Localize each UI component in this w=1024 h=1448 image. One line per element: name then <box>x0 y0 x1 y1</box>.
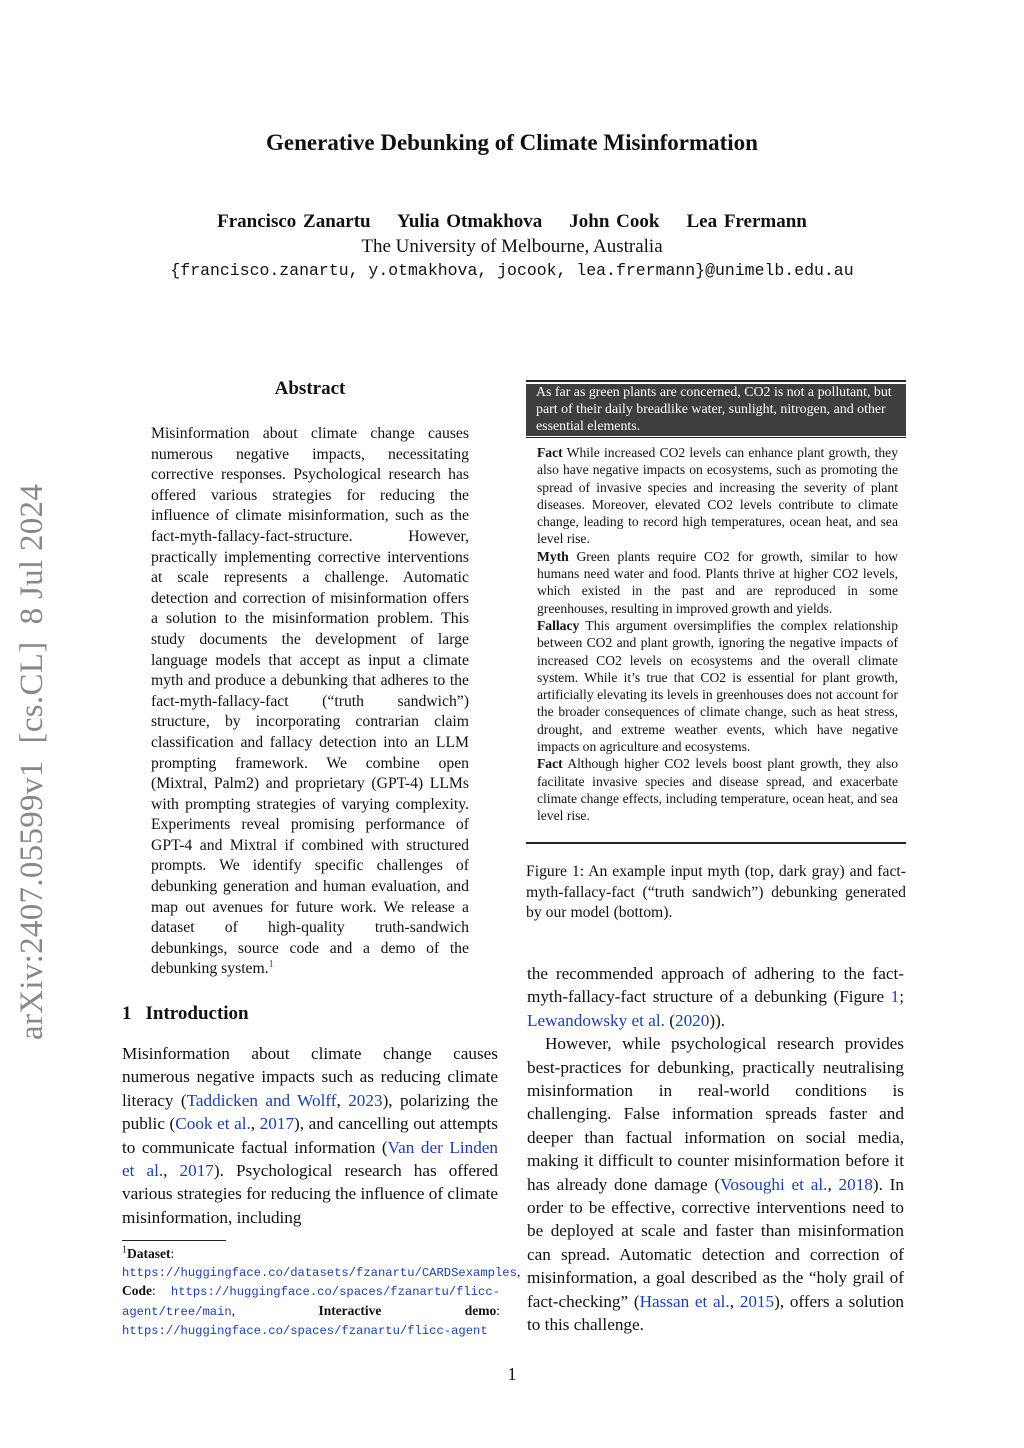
demo-url-link[interactable]: https://huggingface.co/spaces/fzanartu/flicc-agent <box>122 1324 488 1338</box>
debunk-myth: Myth Green plants require CO2 for growth, similar to how humans need water and food. Plants thrive at higher CO2 levels, which existed in the past and are reproduced in some greenhouses, resulting in improved growth and yields. <box>537 548 898 616</box>
code-url-link[interactable]: https://huggingface.co/spaces/fzanartu/flicc-agent/tree/main <box>122 1285 500 1319</box>
citation-year-link[interactable]: 2018 <box>838 1174 873 1194</box>
debunk-fallacy: Fallacy This argument oversimplifies the complex relationship between CO2 and plant growth, ignoring the negative impacts of increased CO2 levels on ecosystems and the overall climate system. While it’s true that CO2 is essential for plant growth, artificially elevating its levels in greenhouses does not account for the broader consequences of climate change, such as heat stress, drought, and extreme weather events, which have negative impacts on agriculture and ecosystems. <box>537 617 898 755</box>
footnote-rule <box>122 1240 226 1241</box>
author-list: Francisco Zanartu Yulia Otmakhova John Cook Lea Frermann <box>217 211 807 232</box>
footnote: $^1$Dataset: https://huggingface.co/datasets/fzanartu/CARDSexamples, Code: https://huggingface.co/spaces/fzanartu/flicc-agent/tree/main, Interactive demo: https://huggingface.co/spaces/fzanartu/flicc-agent <box>122 1244 521 1338</box>
citation-link[interactable]: Van der Linden et al. <box>122 1137 499 1181</box>
citation-link[interactable]: Cook et al. <box>175 1114 251 1134</box>
section-title: Introduction <box>145 1003 249 1024</box>
footnote-ref[interactable]: 1 <box>268 959 274 971</box>
dataset-url-link[interactable]: https://huggingface.co/datasets/fzanartu/CARDSexamples <box>122 1265 517 1280</box>
abstract-text: Misinformation about climate change causes numerous negative impacts, necessitating corrective responses. Psychological research has offered various strategies for reducing the influence of climate misinformation, such as the fact-myth-fallacy-fact-structure. However, practically implementing corrective interventions at scale represents a challenge. Automatic detection and correction of misinformation offers a solution to the misinformation problem. This study documents the development of large language models that accept as input a climate myth and produce a debunking that adheres to the fact-myth-fallacy-fact (“truth sandwich”) structure, by incorporating contrarian claim classification and fallacy detection into an LLM prompting framework. We combine open (Mixtral, Palm2) and proprietary (GPT-4) LLMs with prompting strategies of varying complexity. Experiments reveal promising performance of GPT-4 and Mixtral if combined with structured prompts. We identify specific challenges of debunking generation and human evaluation, and map out avenues for future work. We release a dataset of high-quality truth-sandwich debunkings, source code and a demo of the debunking system.$^1$ <box>151 425 469 978</box>
figure-bottom-rule <box>526 842 906 844</box>
figure-top-rule <box>526 380 906 382</box>
affiliation: The University of Melbourne, Australia <box>361 236 663 257</box>
figure-debunking <box>537 444 898 825</box>
intro-continuation <box>527 962 904 1337</box>
figure-divider-rule <box>526 437 906 438</box>
figure-ref-link[interactable]: 1 <box>890 987 900 1007</box>
citation-link[interactable]: Hassan et al. <box>639 1291 730 1311</box>
debunk-fact-1: Fact While increased CO2 levels can enhance plant growth, they also have negative impacts on ecosystems, such as promoting the spread of invasive species and increasing the severity of plant diseases. Moreover, elevated CO2 levels contribute to climate change, leading to record high temperatures, ocean heat, and sea level rise. <box>537 445 898 547</box>
figure-caption: Figure 1: An example input myth (top, dark gray) and fact-myth-fallacy-fact (“truth sandwich”) debunking generated by our model (bottom). <box>526 863 906 922</box>
citation-year-link[interactable]: 2017 <box>259 1114 295 1134</box>
section-heading-introduction <box>122 1003 249 1025</box>
intro-paragraph: Misinformation about climate change causes numerous negative impacts such as reducing climate literacy (Taddicken and Wolff, 2023), polarizing the public (Cook et al., 2017), and cancelling out attempts to communicate factual information (Van der Linden et al., 2017). Psychological research has offered various strategies for reducing the influence of climate misinformation, including <box>122 1044 499 1227</box>
page-number: 1 <box>507 1364 517 1384</box>
citation-year-link[interactable]: 2017 <box>179 1161 214 1181</box>
citation-link[interactable]: Taddicken and Wolff <box>186 1090 337 1110</box>
figure-input-myth: As far as green plants are concerned, CO2 is not a pollutant, but part of their daily breadlike water, sunlight, nitrogen, and other essential elements. <box>526 384 906 436</box>
citation-year-link[interactable]: 2015 <box>739 1291 775 1311</box>
citation-link[interactable]: Vosoughi et al. <box>720 1174 828 1194</box>
intro-paragraph-cont: the recommended approach of adhering to the fact-myth-fallacy-fact structure of a debunking (Figure 1; Lewandowsky et al. (2020)). <box>527 964 904 1030</box>
intro-paragraph-2: However, while psychological research provides best-practices for debunking, practically neutralising misinformation in real-world conditions is challenging. False information spreads faster and deeper than factual information on social media, making it difficult to counter misinformation before it has already done damage (Vosoughi et al., 2018). In order to be effective, corrective interventions need to be deployed at scale and faster than misinformation can spread. Automatic detection and correction of misinformation, a goal described as the “holy grail of fact-checking” (Hassan et al., 2015), offers a solution to this challenge. <box>527 1034 905 1335</box>
arxiv-identifier: arXiv:2407.05599v1 [cs.CL] 8 Jul 2024 <box>14 483 50 1040</box>
debunk-fact-2: Fact Although higher CO2 levels boost plant growth, they also facilitate invasive species and disease spread, and exacerbate climate change effects, including temperature, ocean heat, and sea level rise. <box>537 756 898 824</box>
abstract-heading: Abstract <box>274 378 346 399</box>
citation-link[interactable]: Lewandowsky et al. <box>527 1010 665 1030</box>
citation-year-link[interactable]: 2020 <box>674 1010 710 1030</box>
section-number: 1 <box>122 1003 132 1024</box>
citation-year-link[interactable]: 2023 <box>348 1090 383 1110</box>
author-emails: {francisco.zanartu, y.otmakhova, jocook, lea.frermann}@unimelb.edu.au <box>170 261 854 280</box>
paper-title: Generative Debunking of Climate Misinformation <box>266 130 758 155</box>
